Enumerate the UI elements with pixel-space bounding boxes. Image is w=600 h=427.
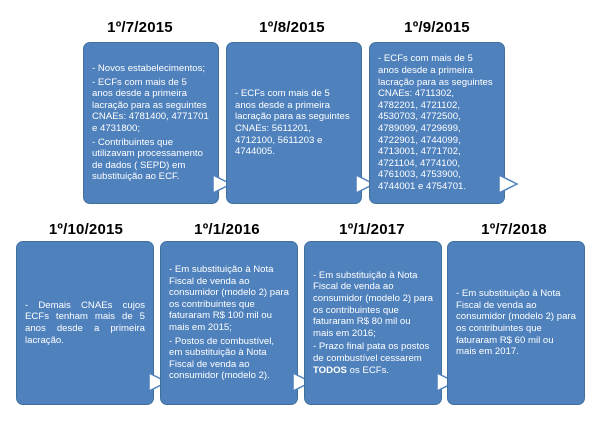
milestone-text: - Em substituição à Nota Fiscal de venda ao consumidor (modelo 2) para os contribuintes que faturaram R$ 60 mil ou mais em 2017. [456, 288, 576, 358]
milestone-text [313, 341, 433, 376]
milestone-box [16, 241, 154, 405]
milestone-box [160, 241, 298, 405]
milestone-date: 1º/1/2016 [194, 221, 260, 238]
milestone-text-part: os ECFs. [346, 364, 390, 376]
milestone-box [304, 241, 442, 405]
milestone-text-emphasis: TODOS [313, 364, 347, 376]
milestone-date: 1º/7/2018 [481, 221, 547, 238]
milestone-box [447, 241, 585, 405]
milestone-text: - Novos estabelecimentos; [92, 63, 206, 75]
milestone-text: - Postos de combustível, em substituição à Nota Fiscal de venda ao consumidor (modelo 2). [169, 335, 275, 382]
milestone-text-part: - Prazo final pata os postos de combustível cessarem [313, 341, 430, 364]
milestone-box [83, 42, 219, 204]
chevron-right-icon [497, 173, 519, 195]
milestone-date: 1º/9/2015 [404, 19, 470, 36]
milestone-date: 1º/1/2017 [339, 221, 405, 238]
milestone-text: - ECFs com mais de 5 anos desde a primeira lacração para as seguintes CNAEs: 4781400, 4771701 e 4731800; [92, 76, 209, 134]
milestone-date: 1º/10/2015 [48, 221, 124, 238]
milestone-date: 1º/7/2015 [107, 19, 173, 36]
milestone-text: - Em substituição à Nota Fiscal de venda ao consumidor (modelo 2) para os contribuintes que faturaram R$ 80 mil ou mais em 2016; [313, 269, 433, 339]
milestone-box [226, 42, 362, 204]
milestone-text: - Contribuintes que utilizavam processamento de dados ( SEPD) em substituição ao ECF. [92, 136, 203, 183]
milestone-text: - Demais CNAEs cujos ECFs tenham mais de 5 anos desde a primeira lacração. [25, 299, 145, 346]
milestone-text: - Em substituição à Nota Fiscal de venda ao consumidor (modelo 2) para os contribuintes que faturaram R$ 100 mil ou mais em 2015; [169, 264, 289, 333]
milestone-text: - ECFs com mais de 5 anos desde a primeira lacração para as seguintes CNAEs: 5611201, 4712100, 5611203 e 4744005. [235, 88, 350, 158]
milestone-date: 1º/8/2015 [259, 19, 325, 36]
milestone-text: - ECFs com mais de 5 anos desde a primeira lacração para as seguintes CNAEs: 4711302, 4782201, 4721102, 4530703, 4772500, 4789099, 4729699, 4722901, 4744099, 4713001, 4771702, 4721104, 4774100, 4761003, 4753900, 4744001 e 4754701. [378, 53, 493, 192]
milestone-box [369, 42, 505, 204]
